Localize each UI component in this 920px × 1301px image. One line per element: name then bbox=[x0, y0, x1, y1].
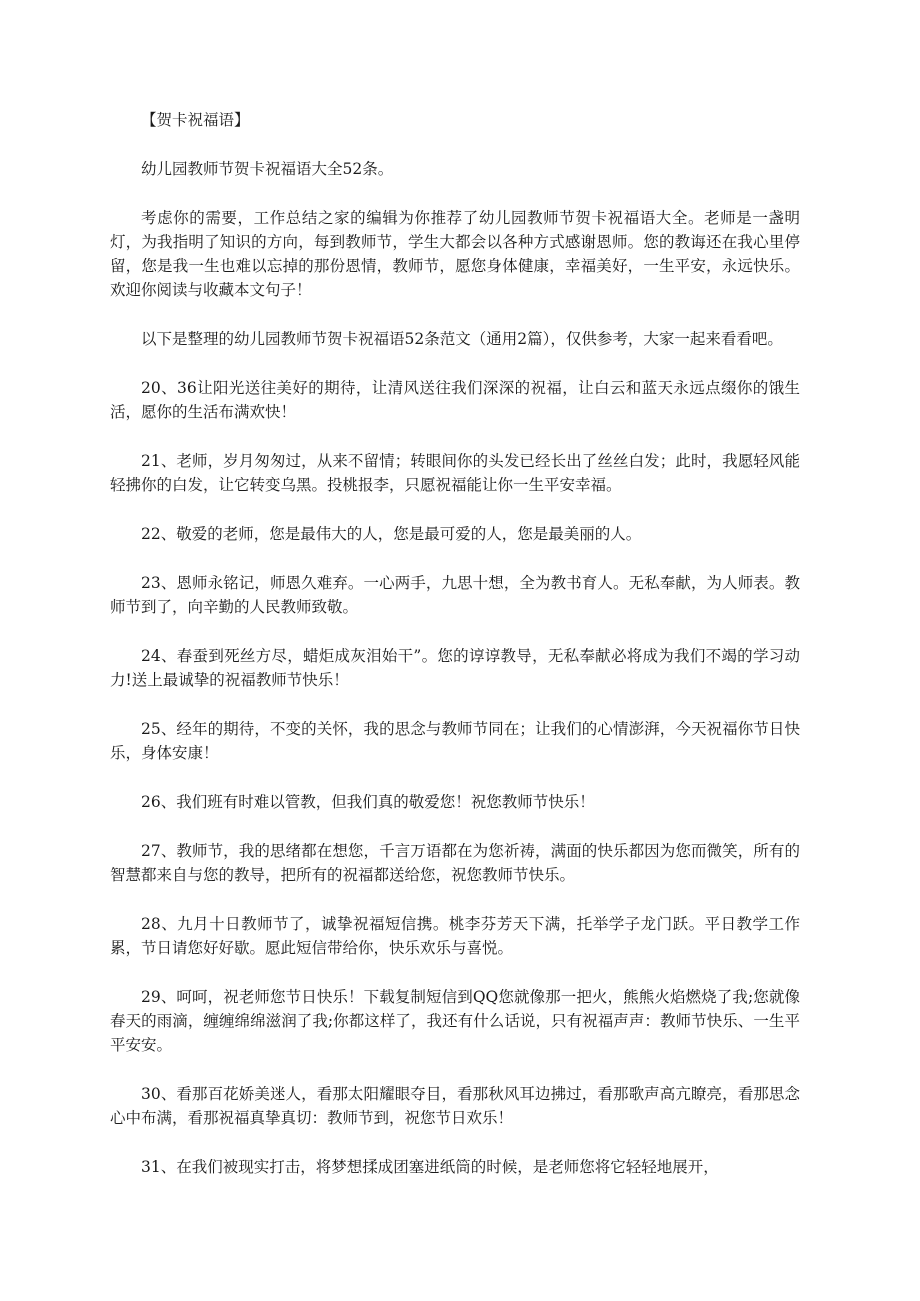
greeting-item-25: 25、经年的期待，不变的关怀，我的思念与教师节同在；让我们的心情澎湃，今天祝福你节日快乐，身体安康！ bbox=[110, 720, 800, 762]
greeting-item-30: 30、看那百花娇美迷人，看那太阳耀眼夺目，看那秋风耳边拂过，看那歌声高亢瞭亮，看那思念心中布满，看那祝福真挚真切：教师节到，祝您节日欢乐！ bbox=[110, 1085, 800, 1127]
greeting-item-27: 27、教师节，我的思绪都在想您，千言万语都在为您祈祷，满面的快乐都因为您而微笑，所有的智慧都来自与您的教导，把所有的祝福都送给您，祝您教师节快乐。 bbox=[110, 842, 800, 884]
greeting-item-21: 21、老师，岁月匆匆过，从来不留情；转眼间你的头发已经长出了丝丝白发；此时，我愿轻风能轻拂你的白发，让它转变乌黑。投桃报李，只愿祝福能让你一生平安幸福。 bbox=[110, 452, 800, 494]
document-subtitle: 幼儿园教师节贺卡祝福语大全52条。 bbox=[141, 160, 394, 178]
section-title: 【贺卡祝福语】 bbox=[141, 111, 250, 129]
greeting-item-20: 20、36让阳光送往美好的期待，让清风送往我们深深的祝福，让白云和蓝天永远点缀你的饿生活，愿你的生活布满欢快！ bbox=[110, 379, 800, 421]
greeting-item-24: 24、春蚕到死丝方尽，蜡炬成灰泪始干”。您的谆谆教导，无私奉献必将成为我们不竭的学习动力!送上最诚挚的祝福教师节快乐！ bbox=[110, 647, 800, 689]
intro-paragraph: 考虑你的需要，工作总结之家的编辑为你推荐了幼儿园教师节贺卡祝福语大全。老师是一盏明灯，为我指明了知识的方向，每到教师节，学生大都会以各种方式感谢恩师。您的教诲还在我心里停留，您是我一生也难以忘掉的那份恩情，教师节，愿您身体健康，幸福美好，一生平安，永远快乐。欢迎你阅读与收藏本文句子！ bbox=[110, 209, 800, 299]
greeting-item-23: 23、恩师永铭记，师恩久难弃。一心两手，九思十想，全为教书育人。无私奉献，为人师表。教师节到了，向辛勤的人民教师致敬。 bbox=[110, 574, 800, 616]
document-body bbox=[110, 108, 800, 1179]
lead-paragraph: 以下是整理的幼儿园教师节贺卡祝福语52条范文（通用2篇），仅供参考，大家一起来看看吧。 bbox=[141, 330, 783, 348]
greeting-item-29: 29、呵呵，祝老师您节日快乐！下载复制短信到QQ您就像那一把火，熊熊火焰燃烧了我;您就像春天的雨滴，缠缠绵绵滋润了我;你都这样了，我还有什么话说，只有祝福声声：教师节快乐、一生平平安安。 bbox=[110, 988, 800, 1054]
greeting-item-22: 22、敬爱的老师，您是最伟大的人，您是最可爱的人，您是最美丽的人。 bbox=[141, 525, 642, 543]
greeting-item-28: 28、九月十日教师节了，诚挚祝福短信携。桃李芬芳天下满，托举学子龙门跃。平日教学工作累，节日请您好好歇。愿此短信带给你，快乐欢乐与喜悦。 bbox=[110, 915, 800, 957]
greeting-item-26: 26、我们班有时难以管教，但我们真的敬爱您！祝您教师节快乐！ bbox=[141, 793, 595, 811]
greeting-item-31: 31、在我们被现实打击，将梦想揉成团塞进纸筒的时候，是老师您将它轻轻地展开， bbox=[141, 1158, 719, 1176]
